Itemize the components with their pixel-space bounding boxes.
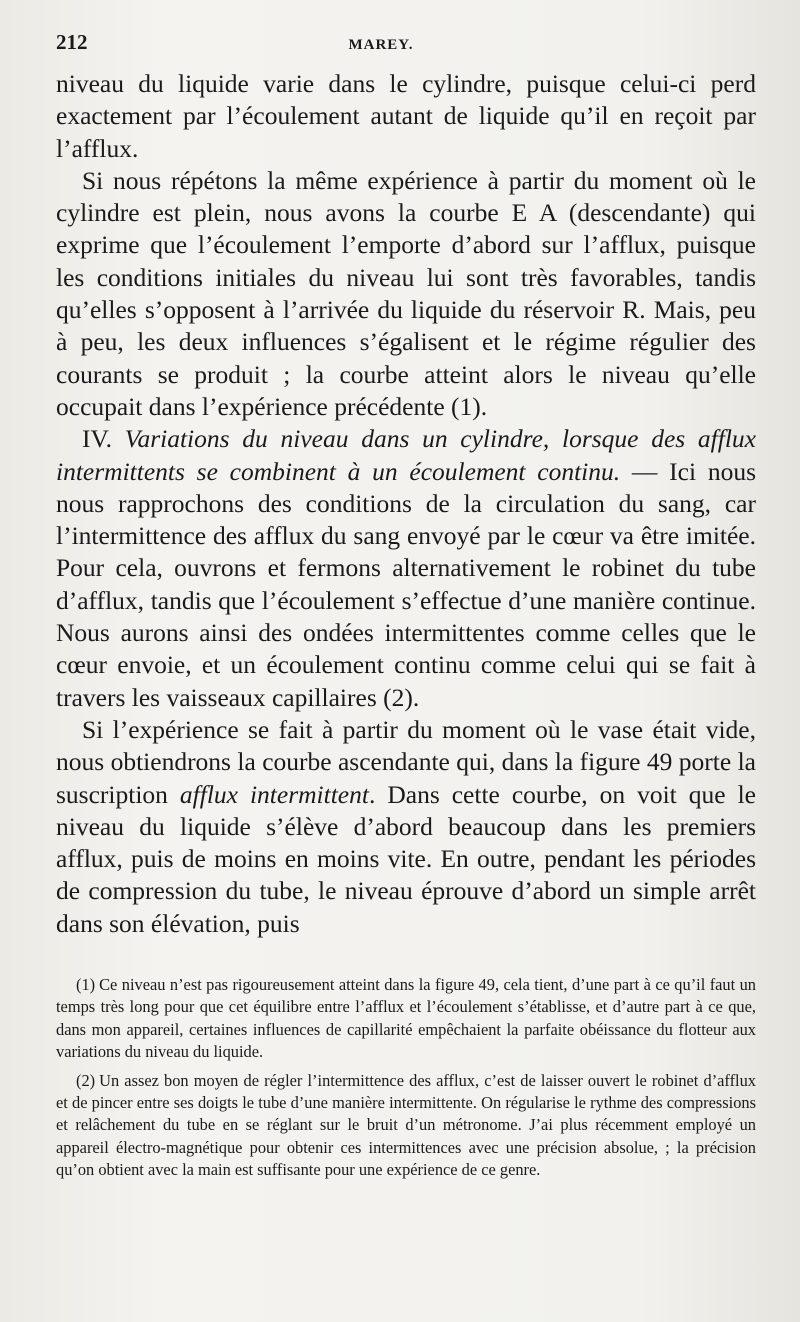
footnote-1 [56, 974, 756, 1064]
paragraph-descending-curve: Si nous répétons la même expérience à partir du moment où le cylindre est plein, nous avons la courbe E A (descendante) qui exprime que l’écoulement l’emporte d’abord sur l’afflux, puisque les conditions initiales du niveau lui sont très favorables, tandis qu’elles s’opposent à l’arrivée du liquide du réservoir R. Mais, peu à peu, les deux influences s’égalisent et le régime régulier des courants se produit ; la courbe atteint alors le niveau qu’elle occupait dans l’expérience précédente (1). [56, 165, 756, 421]
paragraph-text-start: Si l’expérience se fait à partir du moment où le vase était vide, nous obtiendrons la courbe ascendante qui, dans la figure 49 porte la suscription [56, 714, 756, 809]
footnote-2-text: Un assez bon moyen de régler l’intermittence des afflux, c’est de laisser ouvert le robinet d’afflux et de pincer entre ses doigts le tube d’une manière intermittente. On régularise le rythme des compressions et relâchement du tube en se réglant sur le bruit d’un métronome. J’ai plus récemment employé un appareil électro-magnétique pour obtenir ces intermittences avec une précision absolue, ; la précision qu’on obtient avec la main est suffisante pour une expérience de ce genre. [56, 1070, 756, 1180]
paragraph-text-end: . Dans cette courbe, on voit que le niveau du liquide s’élève d’abord beaucoup dans les premiers afflux, puis de moins en moins vite. En outre, pendant les périodes de compression du tube, le niveau éprouve d’abord un simple arrêt dans son élévation, puis [56, 779, 756, 938]
section-text: — Ici nous nous rapprochons des conditions de la circulation du sang, car l’intermittence des afflux du sang envoyé par le cœur va être imitée. Pour cela, ouvrons et fermons alternativement le robinet du tube d’afflux, tandis que l’écoulement s’effectue d’une manière continue. Nous aurons ainsi des ondées intermittentes comme celles que le cœur envoie, et un écoulement continu comme celui qui se fait à travers les vaisseaux capillaires (2). [56, 456, 757, 712]
section-title: Variations du niveau dans un cylindre, lorsque des afflux intermittents se combinent à un écoulement continu. [56, 424, 756, 486]
curve-label-emphasis: afflux intermittent [179, 779, 369, 809]
footnote-1-text: Ce niveau n’est pas rigoureusement atteint dans la figure 49, cela tient, d’une part à ce qu’il faut un temps très long pour que cet équilibre entre l’afflux et l’écoulement s’établisse, et d’autre part à ce que, dans mon appareil, certaines influences de capillarité empêchaient la parfaite obéissance du flotteur aux variations du niveau du liquide. [56, 975, 756, 1062]
paragraph-intermittent-afflux [56, 714, 756, 940]
footnote-2 [56, 1070, 756, 1182]
paragraph-section-iv [56, 423, 756, 714]
running-title: MAREY. [348, 37, 414, 53]
section-number: IV. [82, 424, 112, 454]
footnotes [56, 974, 756, 1182]
footnote-2-mark: (2) [76, 1070, 96, 1090]
body-text [56, 68, 756, 940]
paragraph-continuation: niveau du liquide varie dans le cylindre, puisque celui-ci perd exactement par l’écoulement autant de liquide qu’il en reçoit par l’afflux. [56, 69, 756, 163]
running-head [56, 30, 756, 56]
page-number: 212 [56, 30, 88, 54]
footnote-1-mark: (1) [76, 975, 96, 995]
